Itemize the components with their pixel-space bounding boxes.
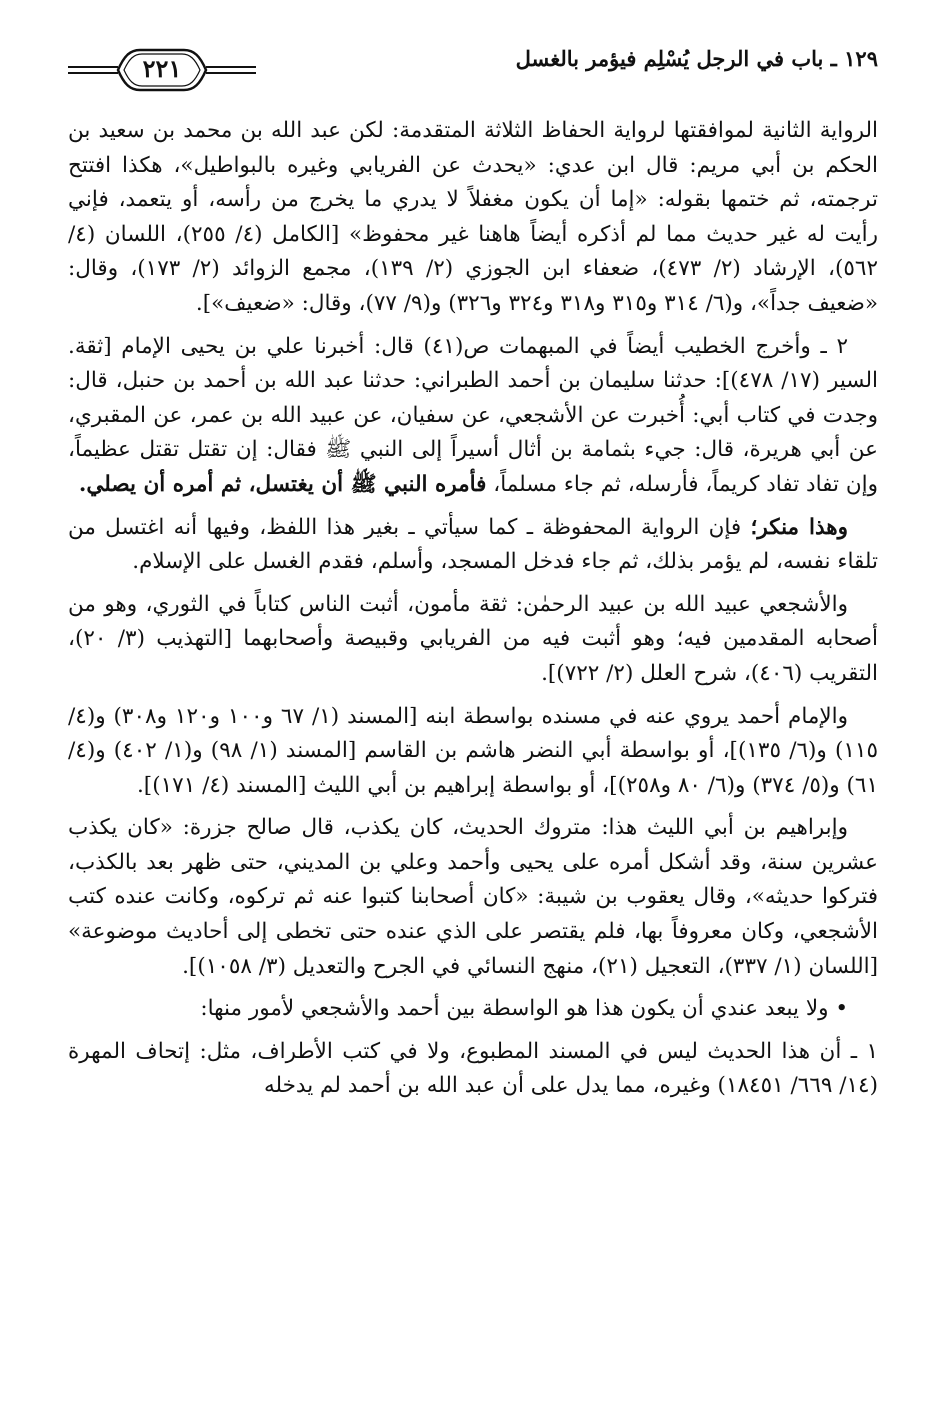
paragraph-6-text: وإبراهيم بن أبي الليث هذا: متروك الحديث، كان يكذب، قال صالح جزرة: «كان يكذب عشرين سنة، وقد أشكل أمره على يحيى وأحمد وعلي بن المديني، حتى ظهر بعد بالكذب، فتركوا حديثه»، وقال يعقوب بن شيبة: «كان أصحابنا كتبوا عنه ثم تركوه، وكانت عنده كتب الأشجعي، وكان معروفاً بها، فلم يقتصر على الذي عنده حتى تخطى إلى أحاديث موضوعة» [اللسان (١/ ٣٣٧)، التعجيل (٢١)، منهج النسائي في الجرح والتعديل (٣/ ١٠٥٨)]. (68, 815, 878, 979)
paragraph-7-text: • ولا يبعد عندي أن يكون هذا هو الواسطة بين أحمد والأشجعي لأمور منها: (200, 996, 848, 1022)
paragraph-8 (68, 1035, 878, 1104)
book-page (68, 38, 878, 1104)
paragraph-6 (68, 811, 878, 984)
page-number-ornament (68, 38, 256, 100)
paragraph-4-text: والأشجعي عبيد الله بن عبيد الرحمٰن: ثقة مأمون، أثبت الناس كتاباً في الثوري، وهو من أصحابه المقدمين فيه؛ وهو أثبت فيه من الفريابي وقبيصة وأصحابهما [التهذيب (٣/ ٢٠)، التقريب (٤٠٦)، شرح العلل (٢/ ٧٢٢)]. (68, 591, 878, 686)
running-title: ١٢٩ ـ باب في الرجل يُسْلِم فيؤمر بالغسل (515, 46, 878, 71)
paragraph-5 (68, 700, 878, 804)
paragraph-2-bold-tail: فأمره النبي ﷺ أن يغتسل، ثم أمره أن يصلي. (78, 471, 487, 497)
paragraph-2 (68, 330, 878, 503)
paragraph-1-text: الرواية الثانية لموافقتها لرواية الحفاظ الثلاثة المتقدمة: لكن عبد الله بن محمد بن سعيد بن الحكم بن أبي مريم: قال ابن عدي: «يحدث عن الفريابي وغيره بالبواطيل»، هكذا افتتح ترجمته، ثم ختمها بقوله: «إما أن يكون مغفلاً لا يدري ما يخرج من رأسه، أو يتعمد، فإني رأيت له غير حديث مما لم أذكره أيضاً هاهنا غير محفوظ» [الكامل (٤/ ٢٥٥)، اللسان (٤/ ٥٦٢)، الإرشاد (٢/ ٤٧٣)، ضعفاء ابن الجوزي (٢/ ١٣٩)، مجمع الزوائد (٢/ ١٧٣)، وقال: «ضعيف جداً»، و(٦/ ٣١٤ و٣١٥ و٣١٨ و٣٢٤ و٣٢٦) و(٩/ ٧٧)، وقال: «ضعيف»]. (68, 118, 878, 316)
paragraph-8-text: ١ ـ أن هذا الحديث ليس في المسند المطبوع، ولا في كتب الأطراف، مثل: إتحاف المهرة (١٤/ ٦٦٩/ ١٨٤٥١) وغيره، مما يدل على أن عبد الله بن أحمد لم يدخله (68, 1038, 878, 1099)
paragraph-4 (68, 588, 878, 692)
paragraph-2-text: ٢ ـ وأخرج الخطيب أيضاً في المبهمات ص(٤١) قال: أخبرنا علي بن يحيى الإمام [ثقة. السير (١٧/ ٤٧٨)]: حدثنا سليمان بن أحمد الطبراني: حدثنا عبد الله بن أحمد بن حنبل، قال: وجدت في كتاب أبي: أُخبرت عن الأشجعي، عن سفيان، عن عبيد الله بن عمر، عن المقبري، عن أبي هريرة، قال: جيء بثمامة بن أثال أسيراً إلى النبي ﷺ فقال: إن تقتل تقتل عظيماً، وإن تفاد تفاد كريماً، فأرسله، ثم جاء مسلماً، (68, 333, 879, 497)
paragraph-3 (68, 511, 878, 580)
paragraph-1 (68, 114, 878, 322)
page-header (68, 38, 878, 100)
paragraph-5-text: والإمام أحمد يروي عنه في مسنده بواسطة ابنه [المسند (١/ ٦٧ و١٠٠ و١٢٠ و٣٠٨) و(٤/ ١١٥) و(٦/ ١٣٥)]، أو بواسطة أبي النضر هاشم بن القاسم [المسند (١/ ٩٨) و(١/ ٤٠٢) و(٤/ ٦١) و(٥/ ٣٧٤) و(٦/ ٨٠ و٢٥٨)]، أو بواسطة إبراهيم بن أبي الليث [المسند (٤/ ١٧١)]. (68, 703, 879, 798)
page-body (68, 114, 878, 1104)
page-number: ٢٢١ (142, 54, 182, 83)
paragraph-7 (68, 992, 878, 1027)
paragraph-3-bold-head: وهذا منكر؛ (750, 514, 848, 540)
paragraph-3-text: فإن الرواية المحفوظة ـ كما سيأتي ـ بغير هذا اللفظ، وفيها أنه اغتسل من تلقاء نفسه، لم يؤمر بذلك، ثم جاء فدخل المسجد، وأسلم، فقدم الغسل على الإسلام. (68, 514, 878, 575)
